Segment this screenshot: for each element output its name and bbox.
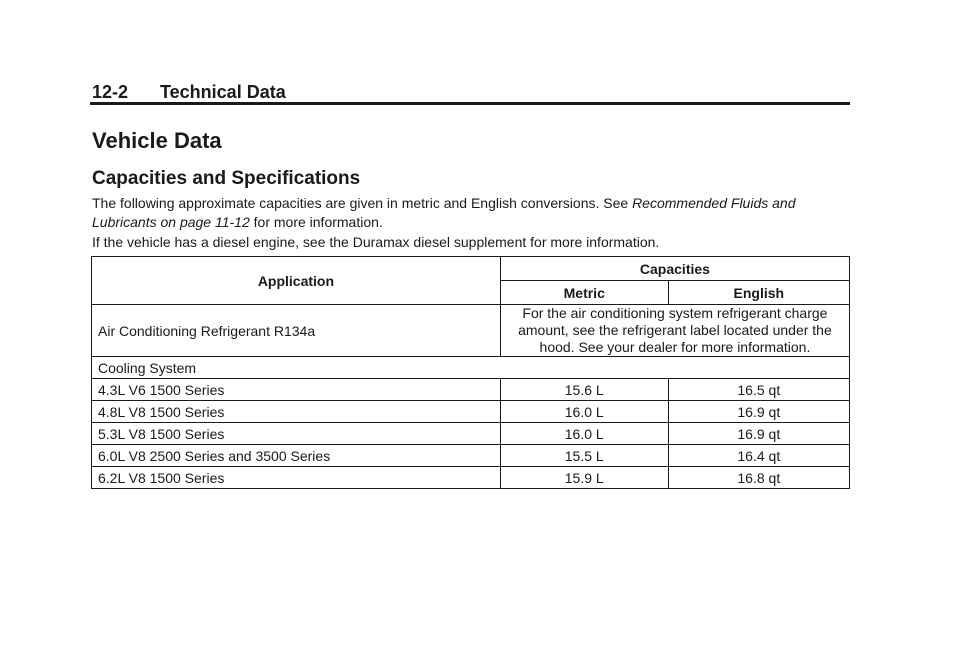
header-capacities: Capacities [500,257,849,281]
row-english: 16.9 qt [668,423,849,445]
header-metric: Metric [500,281,668,305]
table-row [92,379,850,401]
row-metric: 15.9 L [500,467,668,489]
table-row [92,445,850,467]
subsection-heading: Capacities and Specifications [92,168,361,189]
row-english: 16.4 qt [668,445,849,467]
table-header-row [92,257,850,281]
row-english: 16.8 qt [668,467,849,489]
row-application: 6.2L V8 1500 Series [92,467,501,489]
intro-text-end: for more information. [249,214,383,230]
intro-text: The following approximate capacities are given in metric and English conversions. See [92,195,633,211]
header-rule [90,102,850,105]
cooling-section-label: Cooling System [92,357,850,379]
row-metric: 16.0 L [500,423,668,445]
row-metric: 15.6 L [500,379,668,401]
row-application: 4.8L V8 1500 Series [92,401,501,423]
row-english: 16.9 qt [668,401,849,423]
row-english: 16.5 qt [668,379,849,401]
row-application: 6.0L V8 2500 Series and 3500 Series [92,445,501,467]
row-metric: 16.0 L [500,401,668,423]
ac-note: For the air conditioning system refrigerant charge amount, see the refrigerant label located under the hood. See your dealer for more information. [500,305,849,357]
header-application: Application [92,257,501,305]
table-row-ac [92,305,850,357]
table-row-section [92,357,850,379]
row-metric: 15.5 L [500,445,668,467]
table-row [92,423,850,445]
page-number: 12-2 [92,82,129,102]
table-row [92,467,850,489]
chapter-title: Technical Data [160,82,286,102]
capacities-table [91,256,850,489]
row-application: 5.3L V8 1500 Series [92,423,501,445]
ac-application: Air Conditioning Refrigerant R134a [92,305,501,357]
intro-paragraph [92,194,852,232]
section-heading: Vehicle Data [92,128,222,153]
header-english: English [668,281,849,305]
cross-reference-link[interactable]: Recommended Fluids and Lubricants on page 11-12 [92,195,796,230]
diesel-note-paragraph: If the vehicle has a diesel engine, see the Duramax diesel supplement for more information. [92,234,660,250]
row-application: 4.3L V6 1500 Series [92,379,501,401]
table-row [92,401,850,423]
